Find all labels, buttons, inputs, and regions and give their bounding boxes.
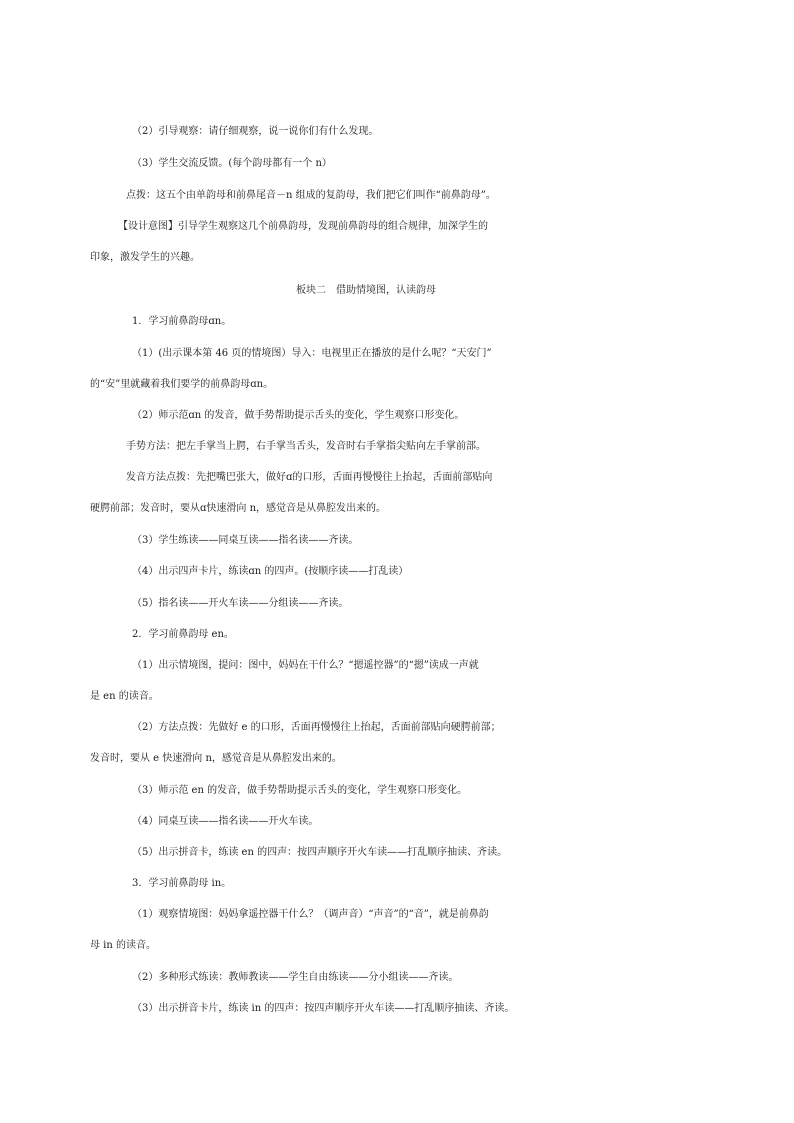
text-line: （3）学生练读——同桌互读——指名读——齐读。 [132, 535, 359, 546]
design-intent-line: 【设计意图】引导学生观察这几个前鼻韵母，发现前鼻韵母的组合规律，加深学生的 [118, 221, 488, 232]
text-line: 点拨：这五个由单韵母和前鼻尾音－n 组成的复韵母，我们把它们叫作“前鼻韵母”。 [126, 190, 496, 201]
text-line: 母 in 的读音。 [90, 940, 156, 951]
text-line: （5）出示拼音卡，练读 en 的四声：按四声顺序开火车读——打乱顺序抽读、齐读。 [132, 847, 508, 858]
text-line: （2）引导观察：请仔细观察，说一说你们有什么发现。 [132, 126, 379, 137]
text-line: （2）师示范ɑn 的发音，做手势帮助提示舌头的变化，学生观察口形变化。 [132, 410, 465, 421]
section-heading: 板块二 借助情境图，认读韵母 [296, 285, 436, 296]
text-line: 硬腭前部；发音时，要从ɑ快速滑向 n，感觉音是从鼻腔发出来的。 [90, 503, 387, 514]
text-line: （1）出示情境图，提问：图中，妈妈在干什么？“摁遥控器”的“摁”读成一声就 [132, 660, 479, 671]
text-line: 印象，激发学生的兴趣。 [90, 252, 200, 263]
text-line: 发音方法点拨：先把嘴巴张大，做好ɑ的口形，舌面再慢慢往上抬起，舌面前部贴向 [126, 472, 493, 483]
text-line: （3）学生交流反馈。(每个韵母都有一个 n） [132, 158, 332, 169]
text-line: （3）出示拼音卡片，练读 in 的四声：按四声顺序开火车读——打乱顺序抽读、齐读。 [132, 1003, 515, 1014]
text-line: （3）师示范 en 的发音，做手势帮助提示舌头的变化，学生观察口形变化。 [132, 785, 468, 796]
text-line: 的“安”里就藏着我们要学的前鼻韵母ɑn。 [90, 379, 274, 390]
text-line: （1）观察情境图：妈妈拿遥控器干什么？（调声音）“声音”的“音”，就是前鼻韵 [132, 909, 489, 920]
text-line: 是 en 的读音。 [90, 691, 159, 702]
text-line: （4）同桌互读——指名读——开火车读。 [132, 816, 319, 827]
text-line: （4）出示四声卡片，练读ɑn 的四声。(按顺序读——打乱读） [132, 566, 409, 577]
text-line: 发音时，要从 e 快速滑向 n，感觉音是从鼻腔发出来的。 [90, 753, 342, 764]
text-line: （2）多种形式练读：教师教读——学生自由练读——分小组读——齐读。 [132, 972, 459, 983]
subsection-heading: 2．学习前鼻韵母 en。 [132, 629, 234, 640]
text-line: 手势方法：把左手掌当上腭，右手掌当舌头，发音时右手掌指尖贴向左手掌前部。 [126, 441, 486, 452]
subsection-heading: 3．学习前鼻韵母 in。 [132, 878, 232, 889]
text-line: （5）指名读——开火车读——分组读——齐读。 [132, 598, 349, 609]
subsection-heading: 1．学习前鼻韵母ɑn。 [132, 316, 232, 327]
text-line: （2）方法点拨：先做好 e 的口形，舌面再慢慢往上抬起，舌面前部贴向硬腭前部； [132, 722, 501, 733]
text-line: （1）(出示课本第 46 页的情境图）导入：电视里正在播放的是什么呢？“天安门” [132, 348, 492, 359]
